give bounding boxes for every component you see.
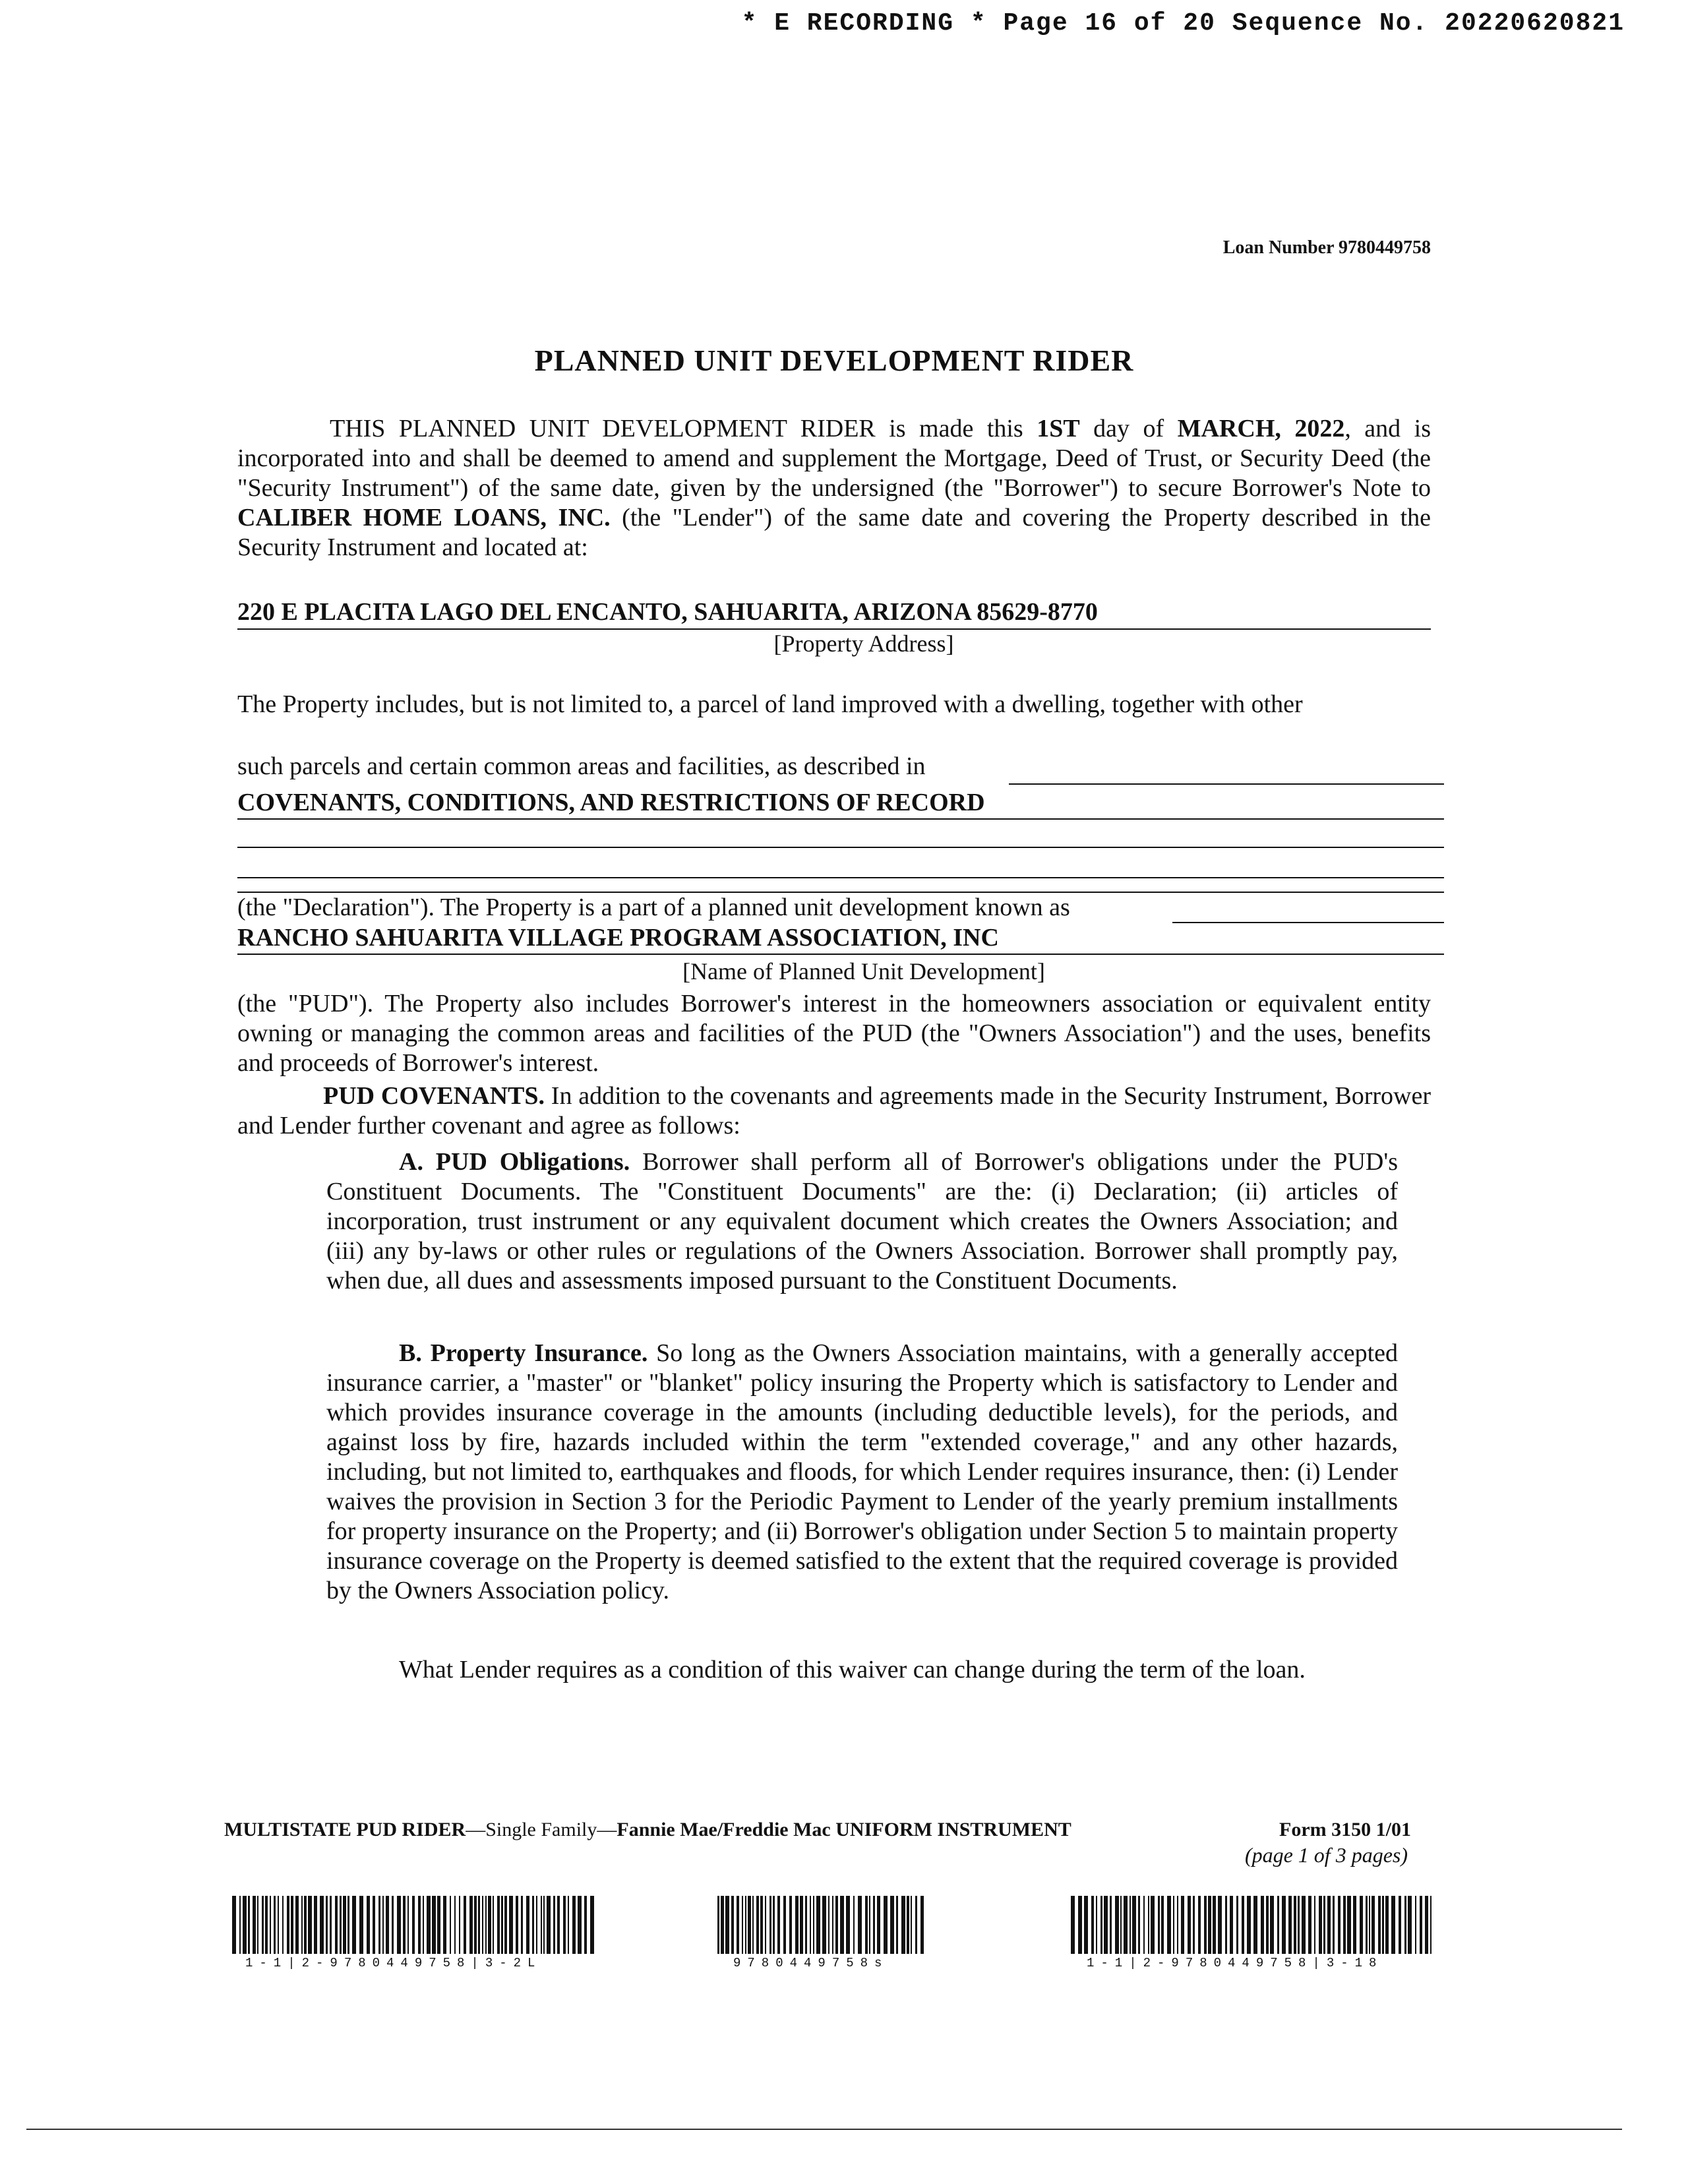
barcode-bar <box>1399 1896 1401 1954</box>
barcode-bar <box>1323 1896 1325 1954</box>
barcode-bar <box>890 1896 894 1954</box>
barcode-bar <box>832 1896 833 1954</box>
barcode-bar <box>418 1896 421 1954</box>
barcode-bar <box>777 1896 780 1954</box>
barcode-bar <box>748 1896 751 1954</box>
barcode-bar <box>397 1896 401 1954</box>
barcode-bar <box>1391 1896 1395 1954</box>
barcode-bar <box>253 1896 256 1954</box>
barcode-bar <box>901 1896 905 1954</box>
barcode-bar <box>783 1896 786 1954</box>
barcode-bar <box>532 1896 534 1954</box>
pud-name-caption: [Name of Planned Unit Development] <box>682 958 1045 985</box>
barcode-bar <box>769 1896 771 1954</box>
barcode-bar <box>1078 1896 1082 1954</box>
barcode-bar <box>1242 1896 1244 1954</box>
barcode-bar <box>765 1896 766 1954</box>
barcode-bar <box>1314 1896 1315 1954</box>
section-b-continuation: What Lender requires as a condition of this waiver can change during the term of the loan. <box>399 1656 1306 1684</box>
barcode-bar <box>1158 1896 1160 1954</box>
barcode-bar <box>1193 1896 1195 1954</box>
footer-instrument <box>224 1819 1071 1841</box>
barcode-bar <box>403 1896 406 1954</box>
barcode-bar <box>752 1896 754 1954</box>
section-b <box>326 1339 1398 1606</box>
barcode-bar <box>1143 1896 1145 1954</box>
barcode-bar <box>282 1896 284 1954</box>
barcode-bar <box>1167 1896 1171 1954</box>
barcode-bar <box>1360 1896 1363 1954</box>
document-title: PLANNED UNIT DEVELOPMENT RIDER <box>534 344 1134 377</box>
barcode-bar <box>1343 1896 1346 1954</box>
barcode-bar <box>865 1896 868 1954</box>
barcode-bar <box>835 1896 838 1954</box>
barcode-bar <box>1198 1896 1201 1954</box>
barcode-bar <box>1225 1896 1227 1954</box>
barcode-bar <box>590 1896 594 1954</box>
barcode-bar <box>557 1896 560 1954</box>
barcode-bar <box>869 1896 870 1954</box>
barcode-bar <box>1266 1896 1269 1954</box>
barcode-bar <box>407 1896 409 1954</box>
footer-instrument-mid: —Single Family— <box>466 1819 617 1840</box>
barcode-bar <box>450 1896 451 1954</box>
barcode-bar <box>568 1896 569 1954</box>
pud-paragraph: (the "PUD"). The Property also includes Borrower's interest in the homeowners association or equivalent entity owning or managing the common areas and facilities of the PUD (the "Owners Association") and the uses, benefits and proceeds of Borrower's interest. <box>237 990 1431 1077</box>
barcode-bar <box>488 1896 491 1954</box>
barcode-bar <box>330 1896 332 1954</box>
barcode-bar <box>232 1896 236 1954</box>
barcode-bar <box>541 1896 542 1954</box>
barcode-bar <box>1247 1896 1251 1954</box>
barcode-bar <box>1096 1896 1097 1954</box>
intro-text-3: , and is incorporated into and shall be deemed to amend and supplement the Mortgage, Deed of Trust, or Security Deed (the "Security Instrument") of the same date, given by the undersigned (the "Borrower") to secure Borrower's Note to <box>237 415 1431 502</box>
barcode-bar <box>816 1896 820 1954</box>
pud-covenants-paragraph <box>237 1081 1431 1141</box>
barcode-bar <box>432 1896 436 1954</box>
barcode-bar <box>1366 1896 1368 1954</box>
barcode-bar <box>352 1896 356 1954</box>
barcode-bar <box>526 1896 529 1954</box>
barcode-bar <box>1208 1896 1211 1954</box>
barcode-bar <box>873 1896 875 1954</box>
intro-text-1: is made this <box>875 415 1037 442</box>
property-includes-line1: The Property includes, but is not limited to, a parcel of land improved with a dwelling, together with other <box>237 690 1303 718</box>
barcode-bar <box>1270 1896 1274 1954</box>
intro-day: 1ST <box>1037 415 1080 442</box>
footer-instrument-bold2: Fannie Mae/Freddie Mac UNIFORM INSTRUMENT <box>617 1819 1071 1840</box>
barcode-right-label: 1-1|2-9780449758|3-18 <box>1087 1956 1383 1970</box>
barcode-bar <box>340 1896 342 1954</box>
intro-text-2: day of <box>1079 415 1178 442</box>
pud-name: RANCHO SAHUARITA VILLAGE PROGRAM ASSOCIATION, INC <box>237 923 1444 955</box>
barcode-bar <box>320 1896 324 1954</box>
barcode-bar <box>308 1896 312 1954</box>
loan-number: Loan Number 9780449758 <box>1222 237 1431 258</box>
barcode-bar <box>1282 1896 1286 1954</box>
barcode-bar <box>1181 1896 1184 1954</box>
barcode-bar <box>1338 1896 1341 1954</box>
barcode-middle-label: 9780449758s <box>733 1956 889 1970</box>
barcode-bar <box>756 1896 759 1954</box>
barcode-bar <box>485 1896 487 1954</box>
barcode-bar <box>584 1896 587 1954</box>
section-b-heading: B. Property Insurance. <box>399 1339 648 1367</box>
barcode-bar <box>920 1896 924 1954</box>
barcode-bar <box>1130 1896 1131 1954</box>
form-number: Form 3150 1/01 <box>1279 1819 1411 1840</box>
section-a-text: Borrower shall perform all of Borrower's obligations under the PUD's Constituent Documents. The "Constituent Documents" are the: (i) Declaration; (ii) articles of incorporation, trust instrument or any equivalent document which creates the Owners Association; and (iii) any by-laws or other rules or regulations of the Owners Association. Borrower shall promptly pay, when due, all dues and assessments imposed pursuant to the Constituent Documents. <box>326 1148 1398 1294</box>
barcode-bar <box>301 1896 303 1954</box>
barcode-bar <box>725 1896 729 1954</box>
intro-text-4: (the "Lender") of the same date and covering the Property described in the Security Instrument and located at: <box>237 504 1431 561</box>
barcode-bar <box>1288 1896 1292 1954</box>
barcode-bar <box>840 1896 844 1954</box>
barcode-bar <box>516 1896 518 1954</box>
barcode-bar <box>1138 1896 1140 1954</box>
barcode-bar <box>464 1896 466 1954</box>
barcode-bar <box>896 1896 898 1954</box>
barcode-bar <box>1319 1896 1322 1954</box>
barcode-bar <box>822 1896 826 1954</box>
barcode-bar <box>572 1896 576 1954</box>
barcode-bar <box>412 1896 415 1954</box>
pud-covenants-heading: PUD COVENANTS. <box>323 1082 545 1110</box>
barcode-bar <box>493 1896 494 1954</box>
barcode-bar <box>295 1896 299 1954</box>
pud-covenants-text: In addition to the covenants and agreements made in the Security Instrument, Borrower and Lender further covenant and agree as follows: <box>237 1082 1431 1139</box>
barcode-bar <box>521 1896 523 1954</box>
barcode-bar <box>745 1896 746 1954</box>
barcode-bar <box>1347 1896 1351 1954</box>
barcode-bar <box>243 1896 247 1954</box>
barcode-bar <box>828 1896 829 1954</box>
barcode-bar <box>1253 1896 1257 1954</box>
barcode-bar <box>1353 1896 1356 1954</box>
barcode-bar <box>731 1896 734 1954</box>
barcode-bar <box>454 1896 456 1954</box>
barcode-left-label: 1-1|2-9780449758|3-2L <box>245 1956 542 1970</box>
barcode-bar <box>291 1896 293 1954</box>
barcode-bar <box>1308 1896 1311 1954</box>
intro-lender: CALIBER HOME LOANS, INC. <box>237 504 611 531</box>
barcode-bar <box>1151 1896 1155 1954</box>
barcode-bar <box>1236 1896 1238 1954</box>
barcode-bar <box>335 1896 338 1954</box>
barcode-bar <box>1071 1896 1075 1954</box>
barcode-bar <box>578 1896 582 1954</box>
barcode-bar <box>262 1896 264 1954</box>
barcode-bar <box>314 1896 317 1954</box>
barcode-bar <box>915 1896 917 1954</box>
barcode-bar <box>858 1896 862 1954</box>
barcode-bar <box>1372 1896 1375 1954</box>
barcode-bar <box>1148 1896 1149 1954</box>
barcode-bar <box>1110 1896 1112 1954</box>
blank-line <box>237 877 1444 878</box>
barcode-bar <box>478 1896 480 1954</box>
barcode-bar <box>1218 1896 1222 1954</box>
page-of-pages: (page 1 of 3 pages) <box>1244 1843 1408 1867</box>
barcode-bar <box>509 1896 513 1954</box>
property-address: 220 E PLACITA LAGO DEL ENCANTO, SAHUARITA, ARIZONA 85629-8770 <box>237 597 1431 630</box>
blank-line <box>1009 783 1444 785</box>
barcode-bar <box>1213 1896 1216 1954</box>
bottom-rule <box>26 2129 1622 2130</box>
barcode-bar <box>1230 1896 1233 1954</box>
barcode-bar <box>469 1896 473 1954</box>
barcode-bar <box>504 1896 507 1954</box>
barcode-bar <box>805 1896 807 1954</box>
barcode-bar <box>1084 1896 1088 1954</box>
barcode-right <box>1071 1896 1433 1954</box>
barcode-bar <box>248 1896 250 1954</box>
barcode-bar <box>742 1896 743 1954</box>
barcode-bar <box>717 1896 719 1954</box>
barcode-bar <box>367 1896 370 1954</box>
barcode-bar <box>1404 1896 1406 1954</box>
barcode-bar <box>563 1896 566 1954</box>
barcode-bar <box>278 1896 279 1954</box>
barcode-bar <box>1378 1896 1381 1954</box>
property-includes-line2: such parcels and certain common areas and facilities, as described in <box>237 752 926 780</box>
barcode-bar <box>884 1896 888 1954</box>
barcode-bar <box>543 1896 545 1954</box>
barcode-bar <box>265 1896 268 1954</box>
barcode-bar <box>1382 1896 1384 1954</box>
barcode-bar <box>877 1896 880 1954</box>
barcode-bar <box>760 1896 763 1954</box>
barcode-bar <box>1177 1896 1178 1954</box>
barcode-bar <box>1298 1896 1300 1954</box>
barcode-bar <box>1091 1896 1094 1954</box>
barcode-bar <box>1333 1896 1335 1954</box>
barcode-bar <box>386 1896 389 1954</box>
barcode-bar <box>359 1896 363 1954</box>
barcode-bar <box>423 1896 424 1954</box>
barcode-bar <box>1173 1896 1174 1954</box>
barcode-bar <box>1408 1896 1412 1954</box>
barcode-bar <box>813 1896 814 1954</box>
barcode-bar <box>1385 1896 1389 1954</box>
barcode-bar <box>789 1896 792 1954</box>
barcode-bar <box>721 1896 724 1954</box>
barcode-bar <box>1104 1896 1108 1954</box>
recording-header: * E RECORDING * Page 16 of 20 Sequence No. 20220620821 <box>741 9 1625 38</box>
intro-date: MARCH, 2022 <box>1177 415 1345 442</box>
intro-rider-name: THIS PLANNED UNIT DEVELOPMENT RIDER <box>330 415 876 442</box>
barcode-bar <box>1120 1896 1122 1954</box>
barcode-bar <box>773 1896 775 1954</box>
footer-instrument-bold: MULTISTATE PUD RIDER <box>224 1819 466 1840</box>
barcode-bar <box>459 1896 460 1954</box>
barcode-bar <box>846 1896 850 1954</box>
barcode-bar <box>1420 1896 1422 1954</box>
barcode-bar <box>553 1896 555 1954</box>
barcode-bar <box>911 1896 912 1954</box>
property-address-caption: [Property Address] <box>773 630 954 657</box>
barcode-bar <box>1204 1896 1207 1954</box>
barcode-bar <box>373 1896 375 1954</box>
barcode-bar <box>257 1896 258 1954</box>
covenants-of-record: COVENANTS, CONDITIONS, AND RESTRICTIONS OF RECORD <box>237 788 1444 820</box>
barcode-bar <box>1188 1896 1191 1954</box>
barcode-bar <box>239 1896 241 1954</box>
barcode-bar <box>443 1896 446 1954</box>
barcode-bar <box>800 1896 803 1954</box>
barcode-bar <box>1261 1896 1264 1954</box>
barcode-bar <box>482 1896 483 1954</box>
section-b-text: So long as the Owners Association maintains, with a generally accepted insurance carrier, a "master" or "blanket" policy insuring the Property which is satisfactory to Lender and which provides insurance coverage in the amounts (including deductible levels), for the periods, and against loss by fire, hazards included within the term "extended coverage," and any other hazards, including, but not limited to, earthquakes and floods, for which Lender requires insurance, then: (i) Lender waives the provision in Section 3 for the Periodic Payment to Lender of the yearly premium installments for property insurance on the Property; and (ii) Borrower's obligation under Section 5 to maintain property insurance coverage on the Property is deemed satisfied to the extent that the required coverage is provided by the Owners Association policy. <box>326 1339 1398 1604</box>
barcode-bar <box>378 1896 380 1954</box>
barcode-bar <box>1302 1896 1306 1954</box>
barcode-bar <box>497 1896 500 1954</box>
barcode-bar <box>795 1896 799 1954</box>
barcode-bar <box>343 1896 346 1954</box>
declaration-text: (the "Declaration"). The Property is a part of a planned unit development known as <box>237 894 1070 921</box>
barcode-bar <box>907 1896 909 1954</box>
barcode-bar <box>737 1896 739 1954</box>
barcode-bar <box>1115 1896 1119 1954</box>
barcode-bar <box>304 1896 307 1954</box>
section-a <box>326 1147 1398 1296</box>
barcode-bar <box>1327 1896 1331 1954</box>
barcode-bar <box>347 1896 349 1954</box>
barcode-bar <box>427 1896 431 1954</box>
barcode-bar <box>547 1896 551 1954</box>
barcode-bar <box>536 1896 537 1954</box>
barcode-bar <box>853 1896 855 1954</box>
section-a-heading: A. PUD Obligations. <box>399 1148 630 1176</box>
barcode-bar <box>382 1896 384 1954</box>
barcode-bar <box>437 1896 440 1954</box>
barcode-bar <box>326 1896 328 1954</box>
barcode-bar <box>270 1896 271 1954</box>
barcode-bar <box>1430 1896 1432 1954</box>
barcode-bar <box>1161 1896 1164 1954</box>
barcode-bar <box>810 1896 811 1954</box>
barcode-bar <box>392 1896 394 1954</box>
barcode-bar <box>1294 1896 1296 1954</box>
barcode-bar <box>1415 1896 1416 1954</box>
barcode-bar <box>474 1896 477 1954</box>
barcode-bar <box>501 1896 503 1954</box>
barcode-bar <box>1425 1896 1428 1954</box>
barcode-bar <box>1124 1896 1128 1954</box>
intro-paragraph <box>237 414 1431 562</box>
blank-line <box>237 847 1444 848</box>
barcode-bar <box>1132 1896 1136 1954</box>
barcode-left <box>232 1896 595 1954</box>
barcode-bar <box>1100 1896 1102 1954</box>
barcode-middle <box>717 1896 928 1954</box>
barcode-bar <box>1277 1896 1279 1954</box>
barcode-bar <box>274 1896 276 1954</box>
barcode-bar <box>1369 1896 1370 1954</box>
barcode-bar <box>287 1896 289 1954</box>
